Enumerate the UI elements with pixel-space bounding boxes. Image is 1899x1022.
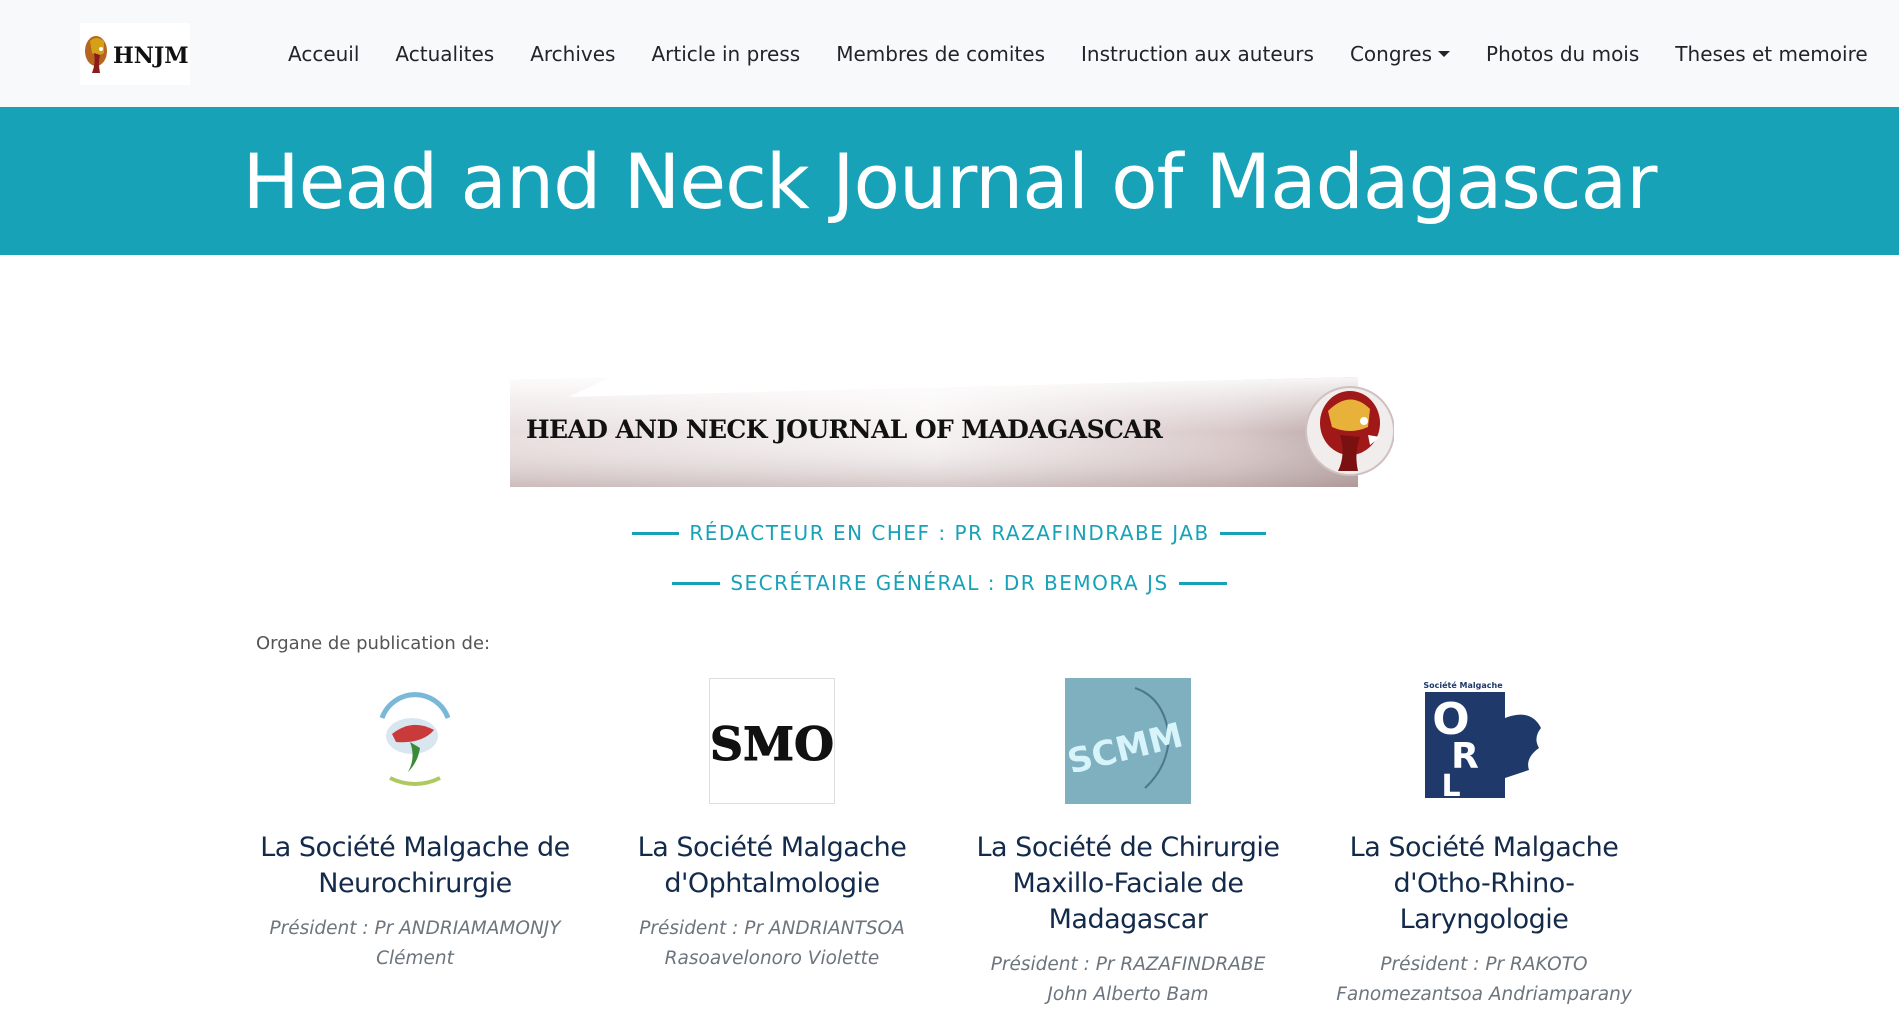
society-name: La Société Malgache d'Ophtalmologie	[637, 832, 907, 899]
page-title: Head and Neck Journal of Madagascar	[242, 136, 1657, 226]
society-card	[255, 678, 575, 974]
nav-link-photos-du-mois[interactable]	[1468, 42, 1657, 66]
nav-link-label: Congres	[1349, 41, 1433, 66]
nav-menu	[270, 0, 1886, 107]
orl-letter-r: R	[1451, 736, 1479, 777]
brand-text: HNJM	[113, 43, 189, 69]
nav-link-acceuil[interactable]	[270, 42, 377, 66]
nav-link-label: Theses et memoire	[1675, 41, 1868, 66]
smo-logo-text: SMO	[709, 717, 835, 771]
maxillo-faciale-logo[interactable]	[1065, 678, 1191, 804]
head-anatomy-icon	[1306, 387, 1394, 475]
journal-banner-image	[508, 375, 1394, 487]
society-president: Président : Pr RAKOTO Fanomezantsoa Andriamparany	[1336, 954, 1632, 1005]
nav-link-membres-de-comites[interactable]	[818, 42, 1063, 66]
orl-logo[interactable]	[1421, 678, 1547, 804]
nav-link-archives[interactable]	[512, 42, 633, 66]
navbar	[0, 0, 1899, 107]
nav-link-label: Instruction aux auteurs	[1081, 41, 1314, 66]
society-president: Président : Pr ANDRIAMAMONJY Clément	[269, 918, 561, 969]
nav-link-label: Archives	[530, 41, 616, 66]
brand-logo[interactable]	[80, 23, 190, 85]
nav-link-congres-dropdown[interactable]	[1332, 42, 1468, 66]
society-card	[612, 678, 932, 974]
scmm-logo-text: SCMM	[1065, 715, 1187, 783]
nav-link-label: Photos du mois	[1486, 41, 1640, 66]
organe-label: Organe de publication de:	[256, 633, 491, 654]
nav-link-label: Membres de comites	[836, 41, 1046, 66]
nav-link-article-in-press[interactable]	[633, 42, 818, 66]
nav-link-instruction-aux-auteurs[interactable]	[1063, 42, 1332, 66]
nav-link-label: Acceuil	[288, 41, 360, 66]
nav-link-theses-et-memoire[interactable]	[1657, 42, 1885, 66]
general-secretary: SECRÉTAIRE GÉNÉRAL : DR BEMORA JS	[0, 571, 1899, 595]
society-name: La Société de Chirurgie Maxillo-Faciale de Madagascar	[976, 832, 1280, 935]
ophtalmologie-logo[interactable]	[709, 678, 835, 804]
society-card	[968, 678, 1288, 1010]
editor-in-chief: RÉDACTEUR EN CHEF : PR RAZAFINDRABE JAB	[0, 521, 1899, 545]
orl-letter-o: O	[1432, 694, 1470, 745]
society-president: Président : Pr RAZAFINDRABE John Alberto Bam	[990, 954, 1266, 1005]
society-name: La Société Malgache de Neurochirurgie	[260, 832, 570, 899]
neurochirurgie-logo[interactable]	[352, 678, 478, 804]
nav-link-actualites[interactable]	[377, 42, 512, 66]
hero-banner	[0, 107, 1899, 255]
society-card	[1324, 678, 1644, 1010]
society-president: Président : Pr ANDRIANTSOA Rasoavelonoro Violette	[639, 918, 905, 969]
head-logo-icon	[85, 36, 107, 73]
banner-text: HEAD AND NECK JOURNAL OF MADAGASCAR	[526, 415, 1163, 444]
orl-logo-caption: Société Malgache	[1423, 681, 1503, 690]
society-name: La Société Malgache d'Otho-Rhino-Laryngologie	[1349, 832, 1619, 935]
orl-letter-l: L	[1441, 769, 1461, 804]
caret-down-icon	[1438, 51, 1450, 57]
nav-link-label: Actualites	[395, 41, 495, 66]
nav-link-label: Article in press	[651, 41, 801, 66]
